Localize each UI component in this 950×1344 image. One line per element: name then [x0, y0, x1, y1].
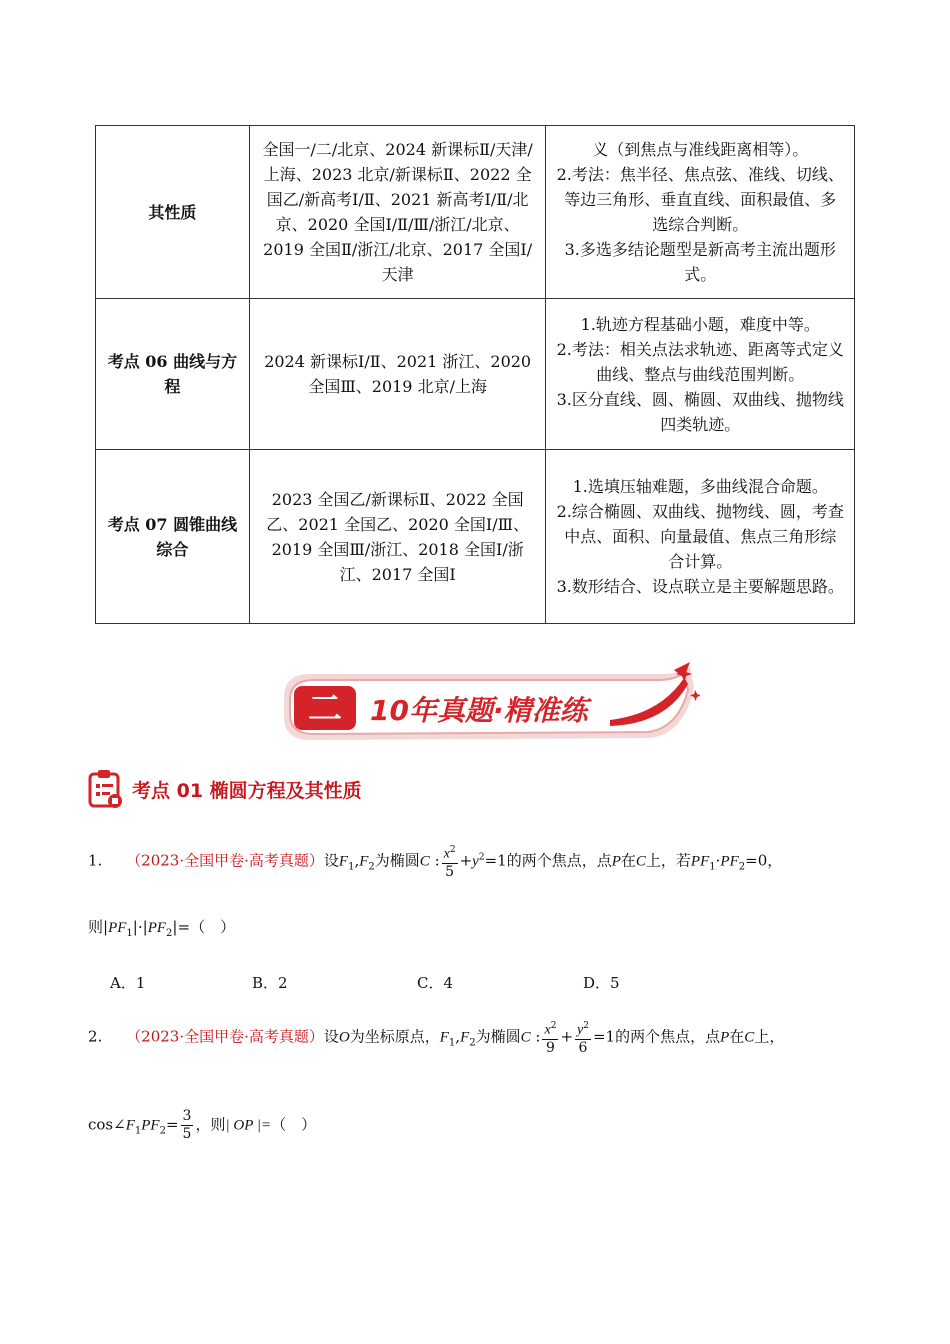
math: 2 — [166, 928, 173, 939]
math: | — [132, 918, 138, 936]
math: F — [150, 1117, 160, 1134]
years-cell: 2023 全国乙/新课标Ⅱ、2022 全国乙、2021 全国乙、2020 全国Ⅰ/Ⅲ、2019 全国Ⅲ/浙江、2018 全国Ⅰ/浙江、2017 全国Ⅰ — [249, 450, 546, 624]
note-line: 3.数形结合、设点联立是主要解题思路。 — [556, 577, 844, 596]
math: P — [611, 853, 621, 870]
q-text: 的两个焦点，点 — [506, 851, 612, 870]
exam-table — [95, 125, 855, 624]
q-text: 设 — [323, 851, 339, 870]
math: 2 — [449, 845, 456, 855]
math: 2 — [583, 1021, 589, 1031]
math: F — [117, 920, 127, 936]
question-1-line-2 — [88, 916, 235, 939]
math: 2 — [738, 861, 746, 873]
clipboard-icon — [88, 769, 124, 809]
q-text: 则 — [88, 918, 104, 936]
math: | — [142, 918, 148, 936]
math: 1 — [348, 861, 355, 873]
math: + — [459, 851, 473, 870]
math: x — [443, 846, 450, 862]
q-text: 为椭圆 — [374, 851, 420, 870]
math: 5 — [182, 1126, 192, 1142]
q-text: 为椭圆 — [475, 1027, 521, 1046]
note-line: 1.轨迹方程基础小题，难度中等。 — [580, 314, 820, 334]
notes-cell — [546, 450, 855, 624]
notes-cell — [546, 126, 855, 299]
section-header — [88, 766, 362, 812]
math: C — [744, 1029, 755, 1046]
math: =0， — [745, 851, 783, 870]
note-line: 2.考法：相关点法求轨迹、距离等式定义曲线、整点与曲线范围判断。 — [556, 339, 844, 384]
q-text: 上，若 — [645, 851, 691, 870]
math: 6 — [578, 1039, 588, 1056]
banner-text: 10年真题·精准练 — [370, 694, 588, 727]
math: 1 — [448, 1037, 456, 1049]
math: F — [156, 920, 167, 936]
math: P — [147, 920, 157, 936]
fraction — [575, 1018, 591, 1057]
math: P — [141, 1117, 151, 1134]
q-text: 的两个焦点，点 — [615, 1027, 721, 1046]
note-line: 3.区分直线、圆、椭圆、双曲线、抛物线四类轨迹。 — [556, 389, 844, 434]
math: O — [338, 1029, 350, 1046]
math: 1 — [134, 1125, 142, 1137]
math: F — [359, 853, 369, 870]
q-text: 为坐标原点， — [349, 1027, 440, 1046]
math: F — [338, 853, 349, 870]
math: P — [108, 920, 118, 936]
math: C — [520, 1029, 531, 1046]
math: = — [165, 1115, 179, 1134]
math: P — [720, 1029, 730, 1046]
math: 9 — [546, 1039, 555, 1056]
question-source: （2023·全国甲卷·高考真题） — [126, 1027, 324, 1046]
note-line: 2.综合椭圆、双曲线、抛物线、圆，考查中点、面积、向量最值、焦点三角形综合计算。 — [556, 502, 844, 571]
math: y — [472, 853, 479, 870]
notes-cell — [546, 299, 855, 450]
option-a[interactable]: A．1 — [110, 974, 146, 992]
math: : — [530, 1027, 541, 1046]
question-1-line-1 — [88, 842, 782, 881]
math: F — [700, 853, 710, 870]
table-row — [96, 450, 855, 624]
math: cos∠ — [88, 1115, 126, 1134]
note-line: 1.选填压轴难题，多曲线混合命题。 — [572, 477, 828, 496]
math: 2 — [159, 1125, 166, 1137]
math: 2 — [469, 1037, 476, 1049]
math: F — [460, 1029, 470, 1046]
math: | — [172, 918, 178, 936]
answer-blank: （ ） — [190, 918, 236, 936]
math: 2 — [368, 861, 375, 873]
note-line: 3.多选多结论题型是新高考主流出题形式。 — [564, 240, 836, 284]
point-cell: 考点 06 曲线与方程 — [96, 299, 250, 450]
math: , — [354, 851, 360, 870]
math: P — [720, 853, 730, 870]
math: 1 — [709, 861, 716, 873]
math: · — [715, 851, 721, 870]
question-source: （2023·全国甲卷·高考真题） — [126, 851, 324, 870]
math: | — [103, 918, 109, 936]
q-text: 上， — [754, 1027, 785, 1046]
point-cell: 考点 07 圆锥曲线综合 — [96, 450, 250, 624]
math: = — [177, 918, 191, 936]
answer-blank: （ ） — [271, 1115, 317, 1134]
table-row — [96, 299, 855, 450]
math: =1 — [484, 851, 507, 870]
math: x — [544, 1022, 551, 1038]
fraction — [181, 1108, 194, 1143]
fraction — [542, 1018, 558, 1057]
math: =1 — [592, 1027, 616, 1046]
math: C — [419, 853, 430, 870]
q-text: ，则 — [195, 1115, 226, 1134]
question-2-line-1 — [88, 1018, 784, 1057]
q-text: 在 — [729, 1027, 745, 1046]
years-cell: 全国一/二/北京、2024 新课标Ⅱ/天津/上海、2023 北京/新课标Ⅱ、2022 全国乙/新高考Ⅰ/Ⅱ、2021 新高考Ⅰ/Ⅱ/北京、2020 全国Ⅰ/Ⅱ/Ⅲ/浙江/北京、2019 全国Ⅱ/浙江/北京、2017 全国Ⅰ/天津 — [249, 126, 546, 299]
math: | OP |= — [225, 1117, 272, 1134]
math: F — [439, 1029, 449, 1046]
math: C — [635, 853, 646, 870]
section-title: 考点 01 椭圆方程及其性质 — [132, 779, 362, 802]
math: 1 — [126, 928, 133, 939]
question-number: 1. — [88, 851, 103, 870]
note-line: 义（到焦点与准线距离相等）。 — [592, 140, 809, 159]
math: · — [137, 918, 143, 936]
fraction — [442, 842, 458, 881]
math: y — [577, 1022, 584, 1038]
math: 3 — [182, 1108, 192, 1124]
question-number: 2. — [88, 1027, 103, 1046]
math: F — [729, 853, 739, 870]
point-cell: 其性质 — [96, 126, 250, 299]
math: P — [690, 853, 701, 870]
section-banner — [270, 658, 700, 750]
note-line: 2.考法：焦半径、焦点弦、准线、切线、等边三角形、垂直直线、面积最值、多选综合判断。 — [556, 165, 844, 234]
math: 2 — [550, 1021, 557, 1031]
math: 5 — [445, 863, 455, 880]
math: 2 — [478, 852, 485, 863]
option-c[interactable]: C．4 — [417, 974, 454, 992]
q-text: 在 — [620, 851, 636, 870]
table-row — [96, 126, 855, 299]
math: + — [560, 1027, 574, 1046]
q-text: 设 — [323, 1027, 339, 1046]
banner-number: 二 — [308, 689, 342, 729]
math: , — [455, 1027, 461, 1046]
math: F — [125, 1117, 135, 1134]
question-2-line-2 — [88, 1108, 316, 1143]
math: : — [429, 851, 440, 870]
option-b[interactable]: B．2 — [252, 974, 288, 992]
years-cell: 2024 新课标Ⅰ/Ⅱ、2021 浙江、2020 全国Ⅲ、2019 北京/上海 — [249, 299, 546, 450]
option-d[interactable]: D．5 — [583, 974, 620, 992]
